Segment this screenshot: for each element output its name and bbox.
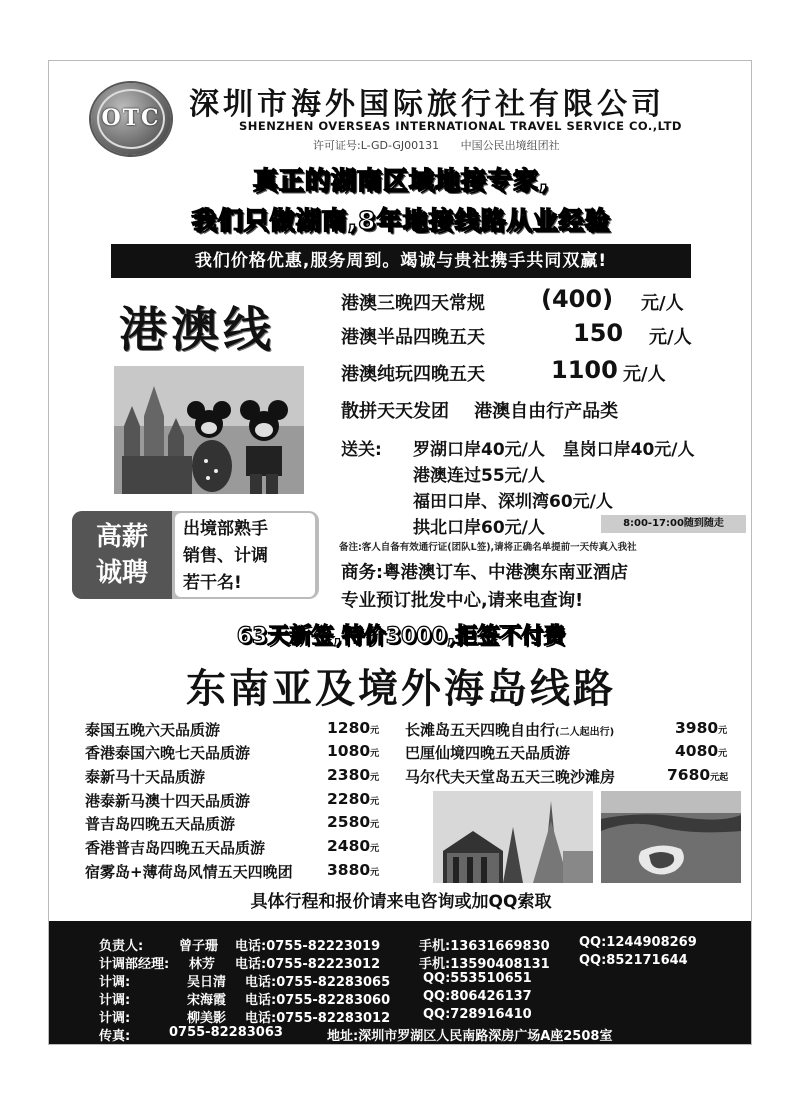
slogan-line-2: 我们只做湖南,8年地接线路从业经验 bbox=[191, 206, 611, 235]
product-unit: 元/人 bbox=[623, 364, 666, 385]
tour-price-unit: 元 bbox=[718, 726, 728, 736]
hiring-text-line-3: 若干名! bbox=[183, 573, 242, 593]
visa-slogan: 63天新签,特价3000,拒签不付费 bbox=[236, 624, 566, 649]
tour-row bbox=[85, 790, 395, 810]
tour-price-value: 2580 bbox=[327, 813, 371, 831]
business-line-1: 商务:粤港澳订车、中港澳东南亚酒店 bbox=[341, 563, 628, 583]
product-name: 港澳三晚四天常规 bbox=[341, 293, 485, 314]
contact-panel bbox=[49, 921, 752, 1045]
hiring-text-line-1: 出境部熟手 bbox=[183, 519, 268, 539]
tour-price bbox=[327, 861, 379, 879]
tour-row bbox=[85, 861, 395, 881]
tour-price-unit: 元 bbox=[370, 868, 380, 878]
temple-photo bbox=[433, 791, 593, 883]
flyer-page bbox=[48, 60, 752, 1045]
license-line bbox=[313, 137, 578, 153]
contact-phone: 电话:0755-82223019 bbox=[235, 939, 381, 954]
logo-text: OTC bbox=[101, 105, 161, 131]
tour-price-unit: 元 bbox=[370, 749, 380, 759]
contact-qq: QQ:553510651 bbox=[423, 971, 532, 986]
fax-label: 传真: bbox=[99, 1029, 131, 1044]
tour-price-unit: 元 bbox=[718, 749, 728, 759]
contact-mobile: 手机:13631669830 bbox=[419, 939, 550, 954]
island-photo bbox=[601, 791, 741, 883]
send-label: 送关: bbox=[341, 440, 382, 460]
southeast-asia-title: 东南亚及境外海岛线路 bbox=[186, 665, 616, 712]
tour-price bbox=[667, 766, 728, 784]
tour-price-value: 1280 bbox=[327, 719, 371, 737]
license-tag: 中国公民出境组团社 bbox=[460, 139, 560, 152]
tour-row bbox=[405, 719, 745, 739]
contact-role: 负责人: bbox=[99, 939, 144, 954]
fax-number: 0755-82283063 bbox=[169, 1025, 283, 1040]
contact-phone: 电话:0755-82283012 bbox=[245, 1011, 391, 1026]
contact-name: 宋海霞 bbox=[187, 993, 227, 1008]
contact-qq: QQ:1244908269 bbox=[579, 935, 697, 950]
tour-row bbox=[85, 766, 395, 786]
company-name-en: SHENZHEN OVERSEAS INTERNATIONAL TRAVEL SERVICE CO.,LTD bbox=[239, 119, 682, 133]
tour-price-value: 7680 bbox=[667, 766, 711, 784]
contact-qq: QQ:806426137 bbox=[423, 989, 532, 1004]
tour-name: 香港普吉岛四晚五天品质游 bbox=[85, 839, 266, 857]
contact-name: 吴日清 bbox=[187, 975, 227, 990]
tour-price-value: 2380 bbox=[327, 766, 371, 784]
tour-price-unit: 元 bbox=[370, 773, 380, 783]
tour-row bbox=[405, 766, 745, 786]
contact-qq: QQ:852171644 bbox=[579, 953, 688, 968]
tour-name: 普吉岛四晚五天品质游 bbox=[85, 815, 236, 833]
tour-row bbox=[85, 837, 395, 857]
product-unit: 元/人 bbox=[641, 293, 684, 314]
tour-price-unit: 元起 bbox=[710, 773, 729, 783]
product-name: 港澳半品四晚五天 bbox=[341, 327, 485, 348]
tour-name: 泰新马十天品质游 bbox=[85, 768, 206, 786]
tour-name: 香港泰国六晚七天品质游 bbox=[85, 744, 251, 762]
contact-qq: QQ:728916410 bbox=[423, 1007, 532, 1022]
address: 地址:深圳市罗湖区人民南路深房广场A座2508室 bbox=[327, 1029, 613, 1044]
product-price: 150 bbox=[573, 319, 624, 347]
otc-logo bbox=[91, 83, 171, 155]
tour-price bbox=[327, 837, 379, 855]
contact-mobile: 手机:13590408131 bbox=[419, 957, 550, 972]
disney-photo bbox=[114, 366, 304, 494]
hiring-label-line-2: 诚聘 bbox=[95, 558, 148, 588]
product-price: (400) bbox=[541, 285, 614, 313]
tour-price-unit: 元 bbox=[370, 844, 380, 854]
tour-price-value: 3980 bbox=[675, 719, 719, 737]
license-number: 许可证号:L-GD-GJ00131 bbox=[313, 139, 440, 152]
island-illustration bbox=[601, 791, 741, 883]
tour-price-unit: 元 bbox=[370, 820, 380, 830]
tour-price-value: 2280 bbox=[327, 790, 371, 808]
tour-price-value: 2480 bbox=[327, 837, 371, 855]
business-line-2: 专业预订批发中心,请来电查询! bbox=[341, 591, 584, 611]
tour-price bbox=[327, 742, 379, 760]
send-line-1: 罗湖口岸40元/人 皇岗口岸40元/人 bbox=[413, 440, 695, 460]
consult-line: 具体行程和报价请来电咨询或加QQ索取 bbox=[250, 892, 552, 912]
tour-price bbox=[675, 742, 727, 760]
tour-name: 港泰新马澳十四天品质游 bbox=[85, 792, 251, 810]
tour-row bbox=[405, 742, 745, 762]
hk-product-row-1 bbox=[341, 285, 684, 315]
time-badge: 8:00-17:00随到随走 bbox=[601, 515, 746, 533]
product-unit: 元/人 bbox=[649, 327, 692, 348]
hiring-label-line-1: 高薪 bbox=[95, 522, 148, 552]
tour-price bbox=[327, 813, 379, 831]
contact-phone: 电话:0755-82283065 bbox=[245, 975, 391, 990]
tour-price bbox=[327, 766, 379, 784]
contact-role: 计调: bbox=[99, 1011, 131, 1026]
tour-name: 长滩岛五天四晚自由行 bbox=[405, 721, 556, 739]
tour-price bbox=[327, 790, 379, 808]
tour-name: 巴厘仙境四晚五天品质游 bbox=[405, 744, 571, 762]
product-price: 1100 bbox=[551, 356, 618, 384]
tour-row bbox=[85, 719, 395, 739]
contact-name: 柳美影 bbox=[187, 1011, 227, 1026]
send-line-2: 港澳连过55元/人 bbox=[413, 466, 545, 486]
tour-row bbox=[85, 813, 395, 833]
contact-role: 计调部经理: bbox=[99, 957, 170, 972]
company-name-cn: 深圳市海外国际旅行社有限公司 bbox=[189, 87, 665, 122]
tour-name: 泰国五晚六天品质游 bbox=[85, 721, 221, 739]
tour-price-unit: 元 bbox=[370, 797, 380, 807]
tour-price-value: 3880 bbox=[327, 861, 371, 879]
disney-photo-illustration bbox=[114, 366, 304, 494]
contact-role: 计调: bbox=[99, 993, 131, 1008]
temple-illustration bbox=[433, 791, 593, 883]
product-name: 港澳纯玩四晚五天 bbox=[341, 364, 485, 385]
tour-price-value: 4080 bbox=[675, 742, 719, 760]
tour-price bbox=[675, 719, 727, 737]
tour-name: 宿雾岛+薄荷岛风情五天四晚团 bbox=[85, 863, 293, 881]
hk-product-row-3 bbox=[341, 356, 666, 386]
visa-note: 备注:客人自备有效通行证(团队L签),请将正确名单提前一天传真入我社 bbox=[339, 542, 637, 553]
hiring-label bbox=[72, 511, 172, 599]
contact-role: 计调: bbox=[99, 975, 131, 990]
contact-name: 曾子珊 bbox=[179, 939, 219, 954]
send-line-4: 拱北口岸60元/人 bbox=[413, 518, 545, 538]
tour-price-value: 1080 bbox=[327, 742, 371, 760]
contact-phone: 电话:0755-82283060 bbox=[245, 993, 391, 1008]
tour-name: 马尔代夫天堂岛五天三晚沙滩房 bbox=[405, 768, 616, 786]
tour-price bbox=[327, 719, 379, 737]
tour-price-unit: 元 bbox=[370, 726, 380, 736]
send-line-3: 福田口岸、深圳湾60元/人 bbox=[413, 492, 613, 512]
hk-macau-title: 港澳线 bbox=[119, 302, 276, 358]
slogan-line-1: 真正的湖南区域地接专家, bbox=[252, 166, 550, 195]
slogan-banner: 我们价格优惠,服务周到。竭诚与贵社携手共同双赢! bbox=[111, 244, 691, 278]
hiring-text-line-2: 销售、计调 bbox=[183, 546, 268, 566]
daily-departures: 散拼天天发团 港澳自由行产品类 bbox=[341, 401, 619, 422]
contact-phone: 电话:0755-82223012 bbox=[235, 957, 381, 972]
tour-row bbox=[85, 742, 395, 762]
tour-extra: (二人起出行) bbox=[555, 727, 615, 738]
contact-name: 林芳 bbox=[189, 957, 216, 972]
hiring-text bbox=[175, 513, 315, 597]
hk-product-row-2 bbox=[341, 319, 692, 349]
